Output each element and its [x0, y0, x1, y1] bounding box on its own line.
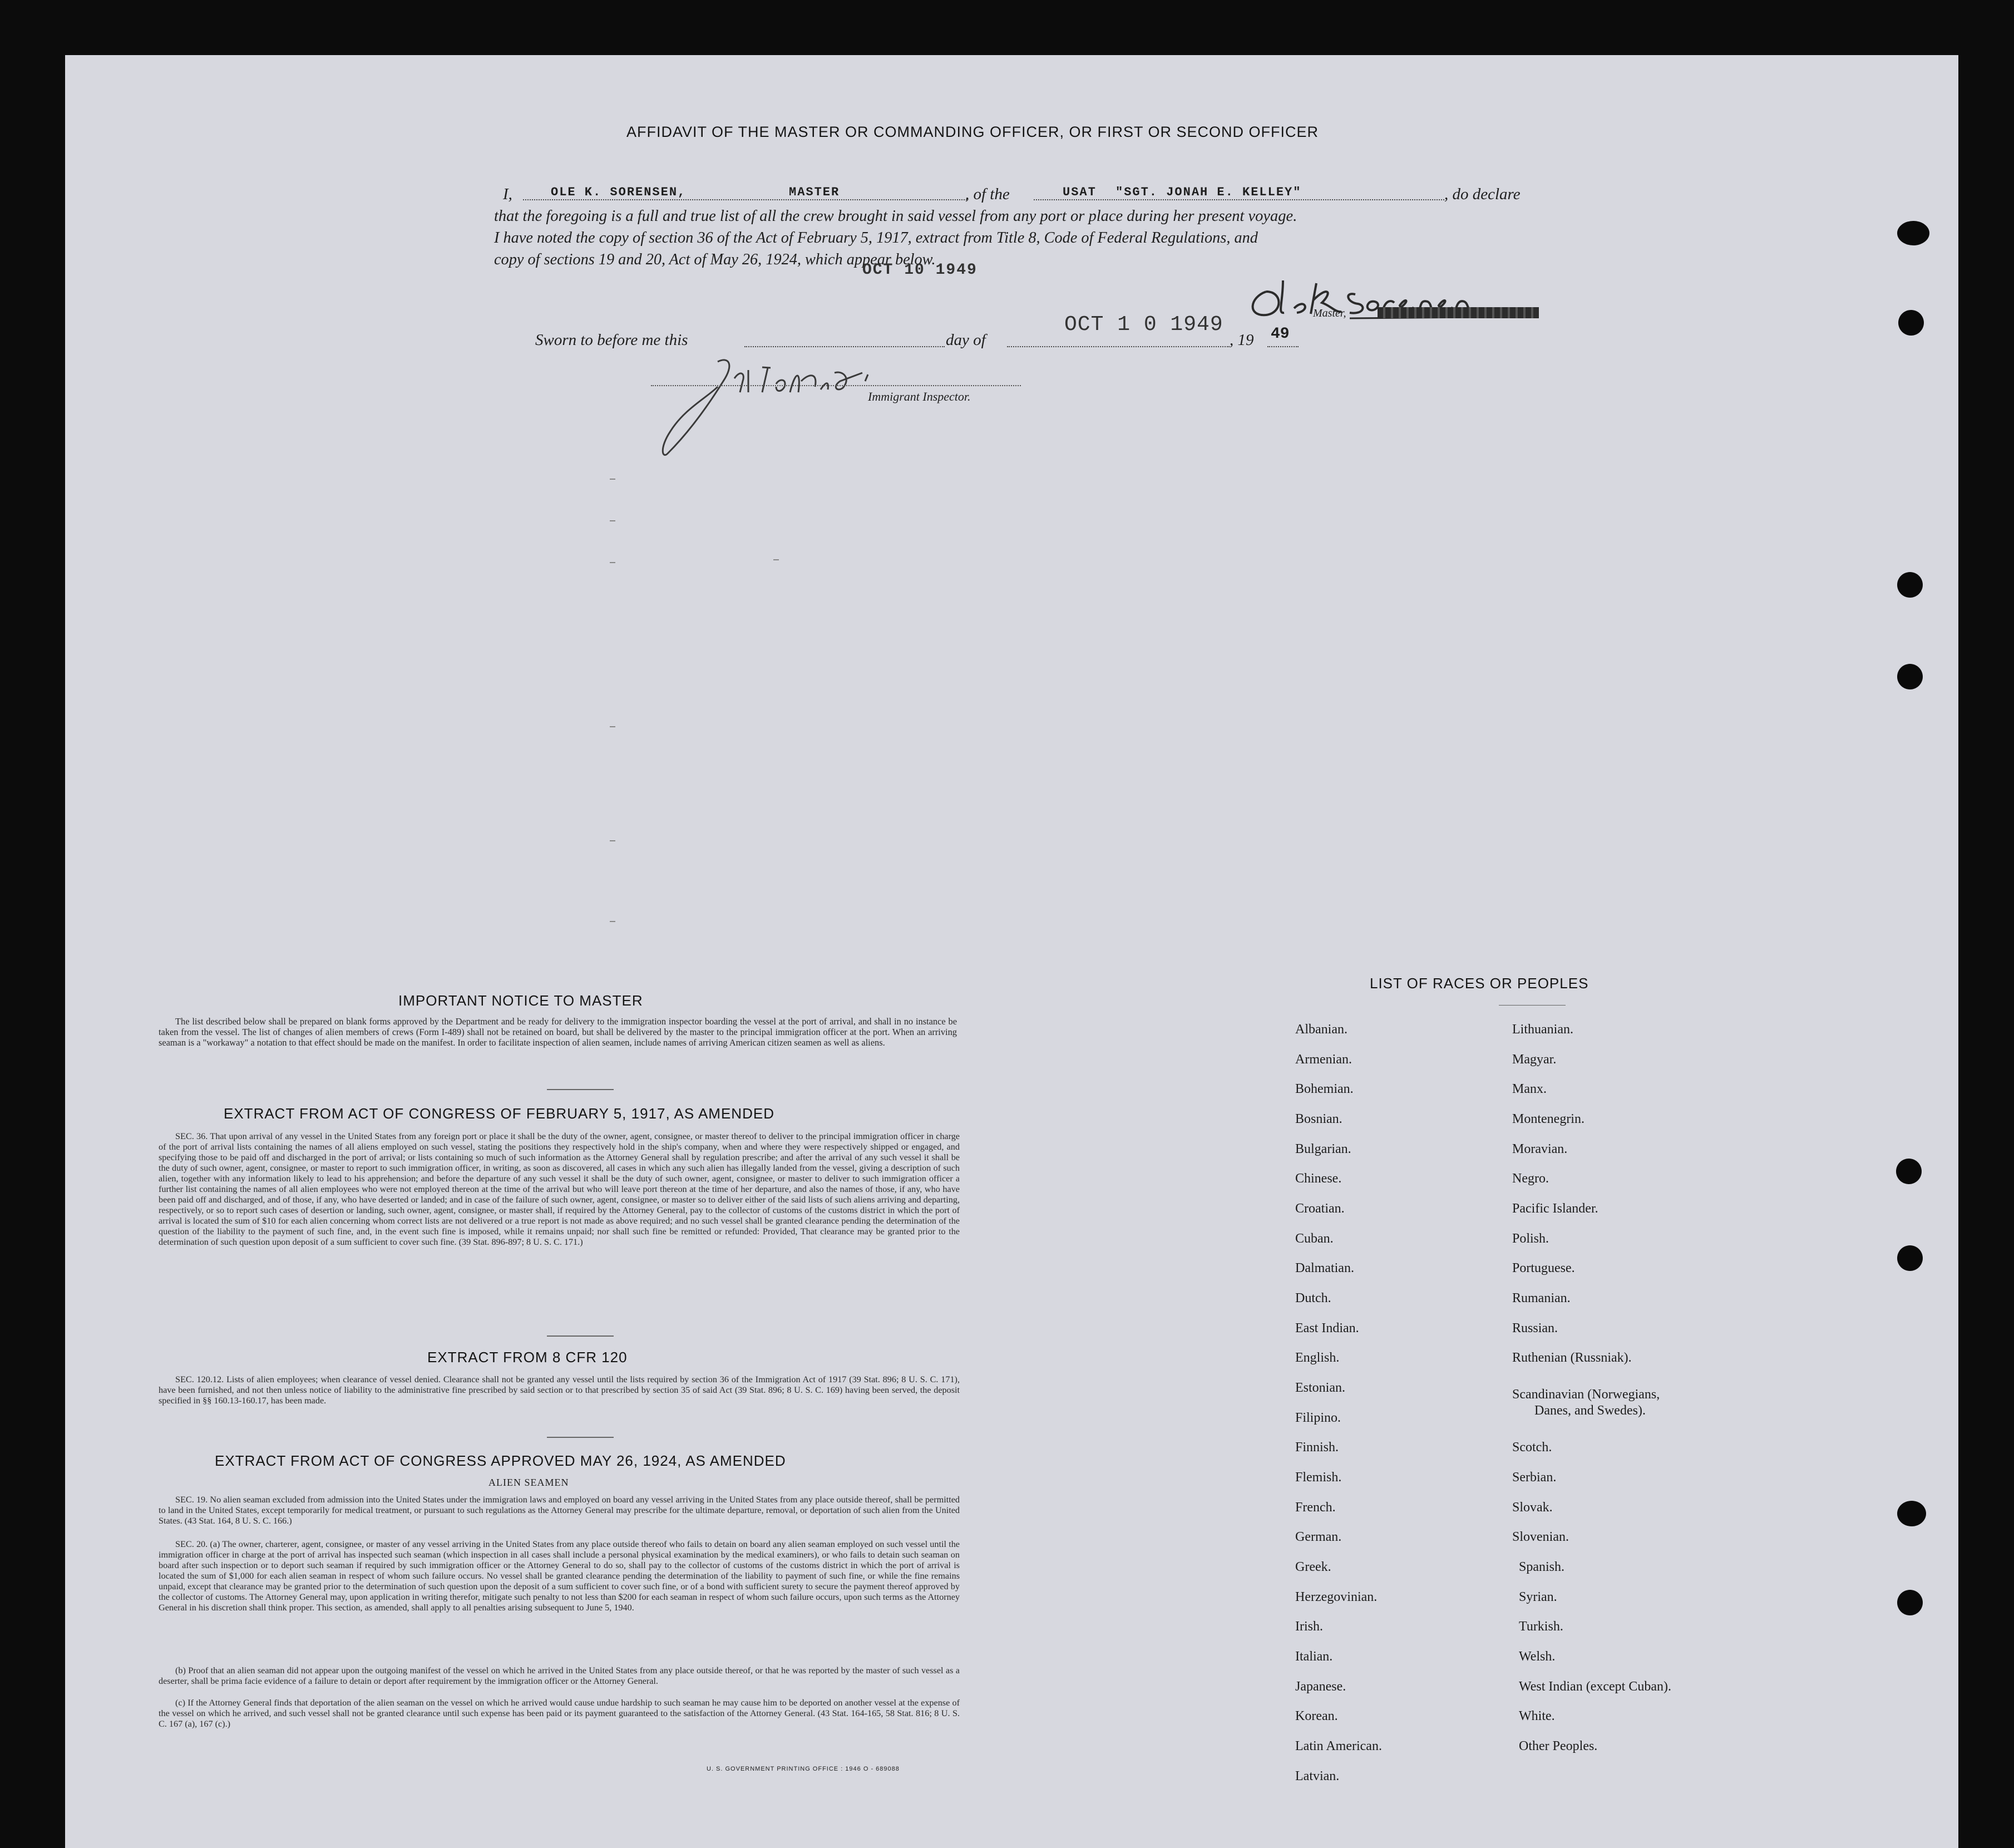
- race-item: Korean.: [1295, 1709, 1338, 1723]
- race-item: Syrian.: [1519, 1590, 1557, 1604]
- race-item: Latvian.: [1295, 1769, 1340, 1783]
- race-item: Bosnian.: [1295, 1112, 1342, 1126]
- punch-hole: [1897, 572, 1923, 598]
- race-item: French.: [1295, 1500, 1336, 1515]
- do-declare-label: , do declare: [1444, 185, 1521, 203]
- race-item: Finnish.: [1295, 1440, 1339, 1455]
- race-item: West Indian (except Cuban).: [1519, 1679, 1671, 1694]
- race-item: Moravian.: [1512, 1142, 1568, 1156]
- year-line: [1267, 346, 1299, 347]
- race-item: Danes, and Swedes).: [1534, 1403, 1646, 1418]
- margin-tick: [610, 520, 615, 521]
- race-item: Spanish.: [1519, 1560, 1565, 1574]
- affidavit-line-3: I have noted the copy of section 36 of the Act of February 5, 1917, extract from Title 8, Code of Federal Regulations, and: [494, 229, 1258, 247]
- master-signature: [1244, 269, 1478, 331]
- race-item: Albanian.: [1295, 1022, 1347, 1037]
- affidavit-line-2: that the foregoing is a full and true list of all the crew brought in said vessel from any port or place during her present voyage.: [494, 208, 1297, 225]
- margin-tick: [610, 921, 615, 922]
- race-item: Lithuanian.: [1512, 1022, 1573, 1037]
- race-item: Serbian.: [1512, 1470, 1557, 1485]
- small-date-stamp: OCT 10 1949: [862, 262, 978, 279]
- margin-tick: [773, 559, 779, 560]
- race-item: White.: [1519, 1709, 1555, 1723]
- extract-1924-sec19: SEC. 19. No alien seaman excluded from admission into the United States under the immigration laws and employed on board any vessel arriving in the United States from any place outside thereof, shall be permitted to land in the United States, except temporarily for medical treatment, or pursuant to such regulations as the Attorney General may prescribe for the ultimate departure, removal, or deportation of such alien from the United States. (43 Stat. 164, 8 U. S. C. 166.): [159, 1495, 960, 1526]
- year-prefix: , 19: [1230, 331, 1254, 349]
- vessel-name-field: "SGT. JONAH E. KELLEY": [1115, 185, 1302, 199]
- race-item: Filipino.: [1295, 1411, 1341, 1425]
- extract-1924-sec20b: (b) Proof that an alien seaman did not appear upon the outgoing manifest of the vessel on which he arrived in the United States from any place outside thereof, or that he was reported by the master of such vessel as a deserter, shall be prima facie evidence of a failure to detain or deport after requirement by the immigration officer or the Attorney General.: [159, 1665, 960, 1686]
- sworn-month-line: [1007, 346, 1230, 347]
- race-item: Welsh.: [1519, 1649, 1556, 1664]
- divider: [547, 1437, 614, 1438]
- race-item: Chinese.: [1295, 1171, 1342, 1186]
- extract-1924-title: EXTRACT FROM ACT OF CONGRESS APPROVED MAY 26, 1924, AS AMENDED: [215, 1452, 786, 1469]
- race-item: Negro.: [1512, 1171, 1549, 1186]
- punch-hole: [1896, 1159, 1922, 1184]
- race-item: East Indian.: [1295, 1321, 1359, 1336]
- race-item: Irish.: [1295, 1619, 1323, 1634]
- race-item: Armenian.: [1295, 1052, 1352, 1067]
- sworn-day-line: [744, 346, 945, 347]
- punch-hole: [1897, 664, 1923, 689]
- margin-tick: [610, 726, 615, 727]
- affidavit-title: AFFIDAVIT OF THE MASTER OR COMMANDING OFFICER, OR FIRST OR SECOND OFFICER: [626, 124, 1319, 140]
- race-item: Rumanian.: [1512, 1291, 1571, 1305]
- race-item: Italian.: [1295, 1649, 1333, 1664]
- notice-body: The list described below shall be prepared on blank forms approved by the Department and be ready for delivery to the immigration inspector boarding the vessel at the port of arrival, and shall in no instance be taken from the vessel. The list of changes of alien members of crews (Form I-489) shall not be retained on board, but shall be delivered by the master to the principal immigration officer at the port. When an arriving seaman is a "workaway" a notation to that effect should be made on the manifest. In order to facilitate inspection of alien seamen, include names of arriving American citizen seamen as well as aliens.: [159, 1016, 957, 1048]
- race-item: Magyar.: [1512, 1052, 1557, 1067]
- race-item: Other Peoples.: [1519, 1739, 1598, 1753]
- inspector-caption: Immigrant Inspector.: [868, 390, 971, 403]
- year-suffix: 49: [1271, 326, 1290, 343]
- printing-office-imprint: U. S. GOVERNMENT PRINTING OFFICE : 1946 O - 689088: [707, 1766, 900, 1772]
- race-item: Ruthenian (Russniak).: [1512, 1351, 1632, 1365]
- margin-tick: [610, 840, 615, 841]
- punch-hole: [1897, 1245, 1923, 1271]
- rank-field: MASTER: [789, 185, 840, 199]
- race-item: Greek.: [1295, 1560, 1331, 1574]
- race-item: Dalmatian.: [1295, 1261, 1354, 1275]
- punch-hole: [1898, 310, 1924, 336]
- extract-1917-title: EXTRACT FROM ACT OF CONGRESS OF FEBRUARY 5, 1917, AS AMENDED: [224, 1105, 774, 1122]
- race-item: Flemish.: [1295, 1470, 1342, 1485]
- struck-out-title: [1378, 307, 1539, 318]
- race-item: Latin American.: [1295, 1739, 1382, 1753]
- margin-tick: [610, 479, 615, 480]
- race-item: Japanese.: [1295, 1679, 1346, 1694]
- race-item: Bohemian.: [1295, 1082, 1354, 1096]
- punch-hole: [1897, 1590, 1923, 1615]
- extract-1917-body: SEC. 36. That upon arrival of any vessel in the United States from any foreign port or place it shall be the duty of the owner, agent, consignee, or master thereof to deliver to the principal immigration officer in charge of the port of arrival lists containing the names of all aliens employed on such vessel, stating the positions they respectively hold in the ship's company, when and where they were respectively shipped or engaged, and specifying those to be paid off and discharged in the port of arrival; or lists containing so much of such information as the Attorney General shall by regulation prescribe; and after the arrival of any such vessel it shall be the duty of such owner, agent, consignee, or master to report to such immigration officer, in writing, as soon as discovered, all cases in which any such alien has illegally landed from the vessel, giving a description of such alien, together with any information likely to lead to his apprehension; and before the departure of any such vessel it shall be the duty of such owner, agent, consignee, or master to deliver to such immigration officer a further list containing the names of all alien employees who were not employed thereon at the time of the arrival but who will leave port thereon at the time of her departure, and also the names of those, if any, who have been paid off and discharged, and of those, if any, who have deserted or landed; and in case of the failure of such owner, agent, consignee, or master so to deliver either of the said lists of such aliens arriving and departing, respectively, or so to report such cases of desertion or landing, such owner, agent, consignee, or master shall, if required by the Attorney General, pay to the collector of customs of the customs district in which the port of arrival is located the sum of $10 for each alien concerning whom correct lists are not delivered or a true report is not made as above required; and no such vessel shall be granted clearance pending the determination of the question of the liability to the payment of such fine, and, in the event such fine is imposed, while it remains unpaid; nor shall such fine be remitted or refunded: Provided, That clearance may be granted prior to the determination of such question upon deposit of a sum sufficient to cover such fine. (39 Stat. 896-897; 8 U. S. C. 171.): [159, 1131, 960, 1247]
- race-item: Scandinavian (Norwegians,: [1512, 1387, 1660, 1402]
- extract-1924-sec20a: SEC. 20. (a) The owner, charterer, agent, consignee, or master of any vessel arriving in the United States from any place outside thereof who fails to detain on board any alien seaman employed on such vessel until the immigration officer in charge at the port of arrival has inspected such seaman (which inspection in all cases shall include a personal physical examination by the medical examiners), or who fails to detain such seaman on board after such inspection or to deport such seaman if required by such immigration officer or the Attorney General to do so, shall pay to the collector of customs of the customs district in which the port of arrival is located the sum of $1,000 for each alien seaman in respect of whom such failure occurs. No vessel shall be granted clearance pending the determination of the liability to payment of such fine, or while the fine remains unpaid, except that clearance may be granted prior to the determination of such question upon the deposit of a sum sufficient to cover such fine, or of a bond with sufficient surety to secure the payment thereof approved by the collector of customs. The Attorney General may, upon application in writing therefor, mitigate such penalty to not less than $200 for each seaman in respect of whom such failure occurs, upon such terms as the Attorney General in his discretion shall think proper. This section, as amended, shall apply to all penalties arising subsequent to June 5, 1940.: [159, 1539, 960, 1613]
- race-item: Polish.: [1512, 1231, 1549, 1246]
- extract-cfr-body: SEC. 120.12. Lists of alien employees; when clearance of vessel denied. Clearance shall not be granted any vessel until the lists required by section 36 of the Immigration Act of 1917 (39 Stat. 896; 8 U. S. C. 171), have been furnished, and not then unless notice of liability to the administrative fine prescribed by said section or to that prescribed by section 35 of said Act (39 Stat. 896; 8 U. S. C. 169) having been served, the deposit specified in §§ 160.13-160.17, has been made.: [159, 1374, 960, 1406]
- race-item: Bulgarian.: [1295, 1142, 1351, 1156]
- races-title: LIST OF RACES OR PEOPLES: [1370, 975, 1589, 992]
- race-item: English.: [1295, 1351, 1340, 1365]
- race-item: Montenegrin.: [1512, 1112, 1584, 1126]
- extract-1924-subtitle: ALIEN SEAMEN: [488, 1477, 569, 1488]
- race-item: Dutch.: [1295, 1291, 1331, 1305]
- races-title-underline: [1499, 1005, 1566, 1006]
- race-item: Slovenian.: [1512, 1530, 1569, 1544]
- divider: [547, 1336, 614, 1337]
- race-item: Slovak.: [1512, 1500, 1553, 1515]
- race-item: Estonian.: [1295, 1381, 1345, 1395]
- race-item: Herzegovinian.: [1295, 1590, 1378, 1604]
- notice-title: IMPORTANT NOTICE TO MASTER: [398, 992, 643, 1009]
- race-item: Manx.: [1512, 1082, 1547, 1096]
- race-item: Scotch.: [1512, 1440, 1552, 1455]
- race-item: Russian.: [1512, 1321, 1558, 1336]
- race-item: Pacific Islander.: [1512, 1201, 1598, 1216]
- extract-cfr-title: EXTRACT FROM 8 CFR 120: [427, 1349, 628, 1366]
- date-stamp: OCT 1 0 1949: [1064, 313, 1223, 337]
- extract-1924-sec20c: (c) If the Attorney General finds that deportation of the alien seaman on the vessel on which he arrived would cause undue hardship to such seaman he may cause him to be deported on another vessel at the expense of the vessel on which he arrived, and such vessel shall not be granted clearance until such expense has been paid or its payment guaranteed to the satisfaction of the Attorney General. (43 Stat. 164-165, 58 Stat. 816; 8 U. S. C. 167 (a), 167 (c).): [159, 1698, 960, 1729]
- master-caption: Master,: [1313, 307, 1346, 319]
- day-of-label: day of: [946, 331, 986, 349]
- affidavit-line-4: copy of sections 19 and 20, Act of May 26, 1924, which appear below.: [494, 251, 936, 268]
- race-item: Portuguese.: [1512, 1261, 1575, 1275]
- of-the-label: , of the: [965, 185, 1010, 203]
- vessel-line: [1034, 199, 1444, 200]
- race-item: Croatian.: [1295, 1201, 1345, 1216]
- master-name-line: [523, 199, 967, 200]
- race-item: Cuban.: [1295, 1231, 1334, 1246]
- margin-tick: [610, 562, 615, 563]
- race-item: German.: [1295, 1530, 1342, 1544]
- master-name-field: OLE K. SORENSEN,: [551, 185, 687, 199]
- sworn-label: Sworn to before me this: [535, 331, 688, 349]
- punch-hole: [1897, 1501, 1926, 1526]
- divider: [547, 1089, 614, 1090]
- inspector-line: [651, 385, 1021, 386]
- vessel-type-field: USAT: [1063, 185, 1097, 199]
- affidavit-i-label: I,: [503, 185, 512, 203]
- punch-hole: [1897, 221, 1929, 245]
- race-item: Turkish.: [1519, 1619, 1563, 1634]
